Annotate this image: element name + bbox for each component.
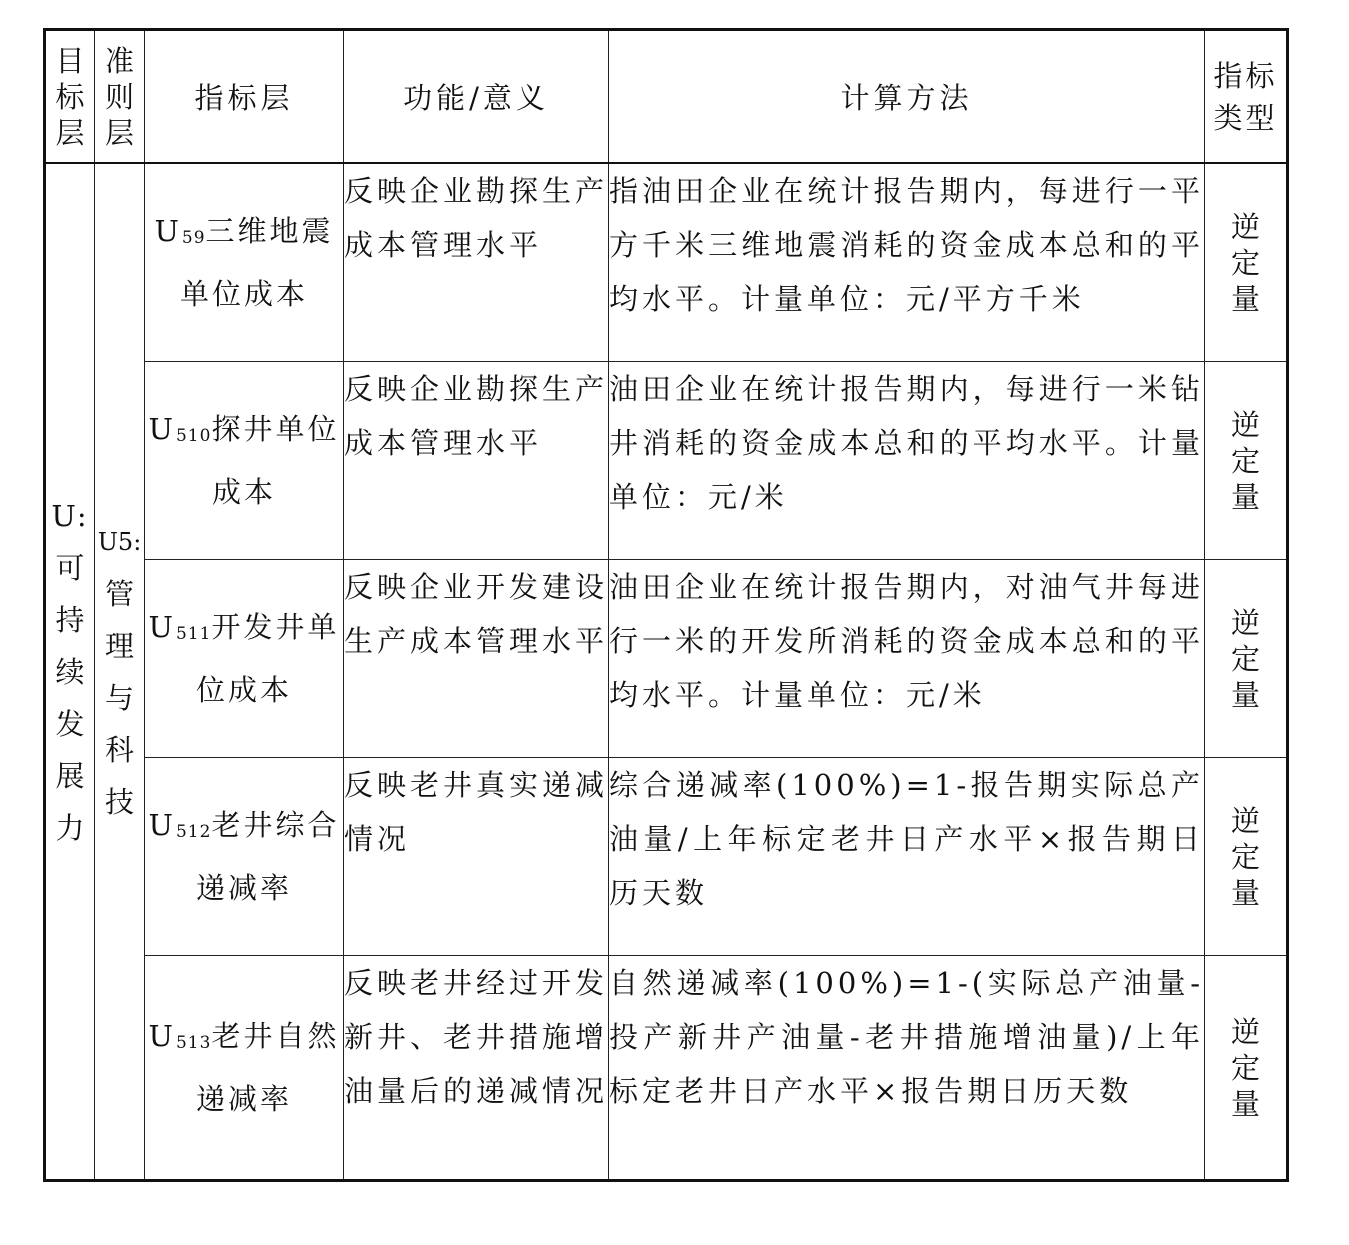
method-cell: 油田企业在统计报告期内，每进行一米钻井消耗的资金成本总和的平均水平。计量单位：元/米: [609, 362, 1205, 560]
criterion-char: 技: [104, 784, 134, 819]
type-char: 量: [1230, 479, 1260, 514]
header-row: [45, 30, 1288, 164]
function-cell: 反映企业勘探生产成本管理水平: [344, 362, 609, 560]
criterion-code: U5:: [97, 527, 142, 556]
type-char: 量: [1230, 281, 1260, 316]
table-row: [45, 560, 1288, 758]
header-indicator-type: 指标 类型: [1205, 30, 1288, 164]
table-row: [45, 758, 1288, 956]
criterion-char: 理: [104, 628, 134, 663]
type-cell: [1205, 956, 1288, 1181]
indicator-code-sub: 511: [175, 624, 212, 644]
criterion-char: 管: [104, 576, 134, 611]
indicator-code-sub: 513: [175, 1033, 212, 1053]
goal-char: 可: [55, 550, 85, 585]
function-cell: 反映老井经过开发新井、老井措施增油量后的递减情况: [344, 956, 609, 1181]
criterion-char: 与: [104, 680, 134, 715]
type-char: 逆: [1230, 1014, 1260, 1049]
goal-char: 力: [55, 810, 85, 845]
header-function-meaning: 功能/意义: [344, 30, 609, 164]
method-cell: 油田企业在统计报告期内，对油气井每进行一米的开发所消耗的资金成本总和的平均水平。计量单位：元/米: [609, 560, 1205, 758]
indicator-name: 老井自然递减率: [195, 1019, 340, 1116]
method-cell: 综合递减率(100%)=1-报告期实际总产油量/上年标定老井日产水平×报告期日历天数: [609, 758, 1205, 956]
type-char: 逆: [1230, 407, 1260, 442]
goal-char: 展: [55, 758, 85, 793]
type-char: 定: [1230, 839, 1260, 874]
type-char: 定: [1230, 245, 1260, 280]
indicator-table: [43, 28, 1289, 1182]
indicator-cell: [145, 758, 344, 956]
table-row: [45, 163, 1288, 362]
goal-char: 持: [55, 602, 85, 637]
goal-code: U:: [51, 498, 89, 533]
indicator-name: 探井单位成本: [211, 412, 340, 509]
goal-char: 发: [55, 706, 85, 741]
indicator-name: 老井综合递减率: [195, 808, 340, 905]
indicator-cell: [145, 956, 344, 1181]
criterion-char: 科: [104, 732, 134, 767]
indicator-code-sub: 510: [175, 426, 212, 446]
type-char: 逆: [1230, 209, 1260, 244]
indicator-name: 开发井单位成本: [195, 610, 340, 707]
header-criterion-layer: 准 则 层: [95, 30, 145, 164]
header-calc-method: 计算方法: [609, 30, 1205, 164]
type-char: 定: [1230, 1050, 1260, 1085]
indicator-cell: [145, 163, 344, 362]
indicator-code: U: [148, 1019, 176, 1053]
goal-char: 续: [55, 654, 85, 689]
indicator-code: U: [148, 412, 176, 446]
indicator-code: U: [148, 610, 176, 644]
type-char: 量: [1230, 1086, 1260, 1121]
indicator-cell: [145, 560, 344, 758]
header-goal-layer: 目 标 层: [45, 30, 95, 164]
type-char: 定: [1230, 443, 1260, 478]
type-char: 量: [1230, 875, 1260, 910]
type-char: 定: [1230, 641, 1260, 676]
header-indicator-layer: 指标层: [145, 30, 344, 164]
goal-cell: [45, 163, 95, 1181]
table-row: [45, 362, 1288, 560]
criterion-cell: [95, 163, 145, 1181]
function-cell: 反映企业开发建设生产成本管理水平: [344, 560, 609, 758]
type-cell: [1205, 560, 1288, 758]
type-char: 逆: [1230, 605, 1260, 640]
indicator-code-sub: 59: [181, 228, 206, 248]
function-cell: 反映企业勘探生产成本管理水平: [344, 163, 609, 362]
indicator-code-sub: 512: [175, 822, 212, 842]
indicator-code: U: [154, 214, 182, 248]
indicator-name: 三维地震单位成本: [179, 214, 334, 311]
type-char: 量: [1230, 677, 1260, 712]
type-cell: [1205, 758, 1288, 956]
method-cell: 自然递减率(100%)=1-(实际总产油量-投产新井产油量-老井措施增油量)/上年标定老井日产水平×报告期日历天数: [609, 956, 1205, 1181]
type-char: 逆: [1230, 803, 1260, 838]
function-cell: 反映老井真实递减情况: [344, 758, 609, 956]
method-cell: 指油田企业在统计报告期内，每进行一平方千米三维地震消耗的资金成本总和的平均水平。计量单位：元/平方千米: [609, 163, 1205, 362]
type-cell: [1205, 362, 1288, 560]
indicator-code: U: [148, 808, 176, 842]
indicator-cell: [145, 362, 344, 560]
table-row: [45, 956, 1288, 1181]
type-cell: [1205, 163, 1288, 362]
